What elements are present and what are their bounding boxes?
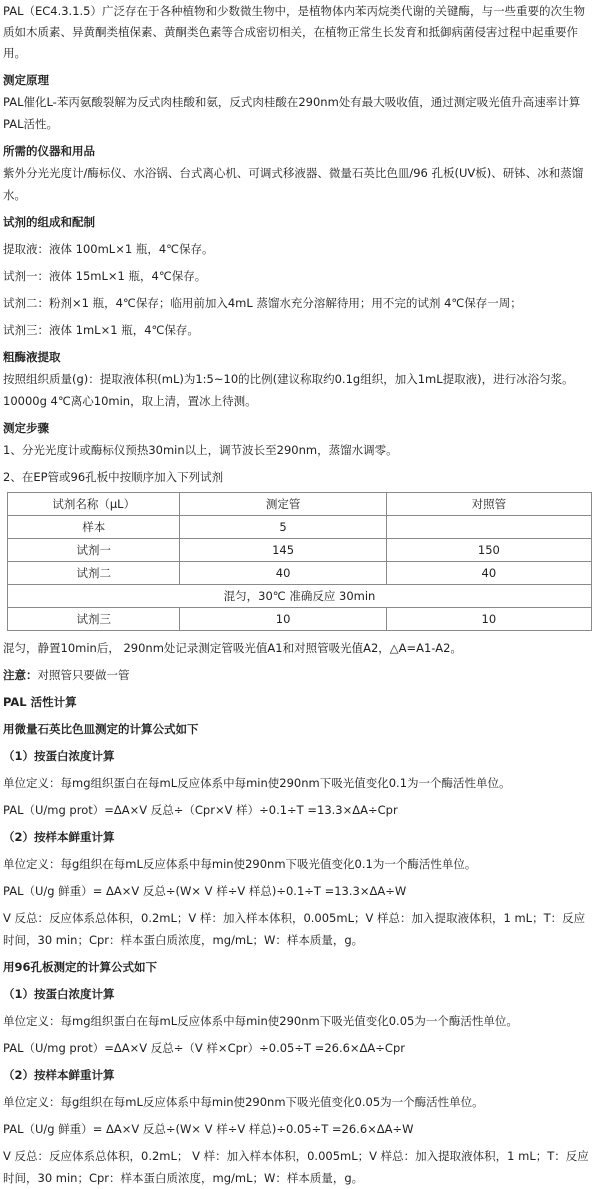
cuvette-vars: V 反总：反应体系总体积，0.2mL；V 样：加入样本体积，0.005mL；V 样总：加入提取液体积，1 mL；T：反应时间，30 min；Cpr：样本蛋白质浓度，mg/mL；W：样本质量，g。 <box>3 911 586 947</box>
cuvette-def1: 单位定义：每mg组织蛋白在每mL反应体系中每min使290nm下吸光值变化0.1为一个酶活性单位。 <box>3 776 511 790</box>
plate-sub1: （1）按蛋白浓度计算 <box>3 987 115 1001</box>
cuvette-def2: 单位定义：每g组织在每mL反应体系中每min使290nm下吸光值变化0.1为一个酶活性单位。 <box>3 857 477 871</box>
table-cell: 10 <box>386 608 591 631</box>
principle-text: PAL催化L-苯丙氨酸裂解为反式肉桂酸和氨，反式肉桂酸在290nm处有最大吸收值，通过测定吸光值升高速率计算PAL活性。 <box>3 95 581 131</box>
table-cell: 150 <box>386 539 591 562</box>
plate-formula2: PAL（U/g 鲜重）= ΔA×V 反总÷(W× V 样÷V 样总)÷0.05÷T =26.6×ΔA÷W <box>3 1122 414 1136</box>
reagent-item: 试剂三：液体 1mL×1 瓶，4℃保存。 <box>3 323 199 337</box>
table-cell: 40 <box>386 562 591 585</box>
table-merged-cell: 混匀，30℃ 准确反应 30min <box>8 585 592 608</box>
table-cell: 样本 <box>8 516 180 539</box>
cuvette-formula2: PAL（U/g 鲜重）= ΔA×V 反总÷(W× V 样÷V 样总)÷0.1÷T =13.3×ΔA÷W <box>3 884 407 898</box>
table-cell: 145 <box>180 539 386 562</box>
instruments-heading: 所需的仪器和用品 <box>3 144 95 158</box>
cuvette-heading: 用微量石英比色皿测定的计算公式如下 <box>3 722 199 736</box>
table-header-row <box>8 493 592 516</box>
table-cell: 10 <box>180 608 386 631</box>
reagent-table <box>7 492 592 631</box>
cuvette-sub1: （1）按蛋白浓度计算 <box>3 749 115 763</box>
note-text: 对照管只要做一管 <box>37 668 130 682</box>
table-cell: 40 <box>180 562 386 585</box>
plate-sub2: （2）按样本鲜重计算 <box>3 1068 115 1082</box>
table-cell: 试剂三 <box>8 608 180 631</box>
note-label: 注意： <box>3 668 38 682</box>
table-cell <box>386 516 591 539</box>
steps-heading: 测定步骤 <box>3 421 49 435</box>
extraction-heading: 粗酶液提取 <box>3 350 61 364</box>
table-row <box>8 539 592 562</box>
table-header-cell: 对照管 <box>386 493 591 516</box>
step-2: 2、在EP管或96孔板中按顺序加入下列试剂 <box>3 470 224 484</box>
table-row <box>8 562 592 585</box>
reagents-heading: 试剂的组成和配制 <box>3 215 95 229</box>
table-cell: 试剂二 <box>8 562 180 585</box>
table-merged-row <box>8 585 592 608</box>
reagent-item: 提取液：液体 100mL×1 瓶，4℃保存。 <box>3 242 214 256</box>
cuvette-sub2: （2）按样本鲜重计算 <box>3 830 115 844</box>
plate-def2: 单位定义：每g组织在每mL反应体系中每min使290nm下吸光值变化0.05为一个酶活性单位。 <box>3 1095 484 1109</box>
plate-def1: 单位定义：每mg组织蛋白在每mL反应体系中每min使290nm下吸光值变化0.05为一个酶活性单位。 <box>3 1014 518 1028</box>
reagent-item: 试剂二：粉剂×1 瓶，4℃保存；临用前加入4mL 蒸馏水充分溶解待用；用不完的试剂 4℃保存一周； <box>3 296 522 310</box>
note-line <box>3 664 596 686</box>
reagent-item: 试剂一：液体 15mL×1 瓶，4℃保存。 <box>3 269 207 283</box>
cuvette-formula1: PAL（U/mg prot）=ΔA×V 反总÷（Cpr×V 样）÷0.1÷T =13.3×ΔA÷Cpr <box>3 803 398 817</box>
table-header-cell: 测定管 <box>180 493 386 516</box>
table-cell: 试剂一 <box>8 539 180 562</box>
table-header-cell: 试剂名称（μL） <box>8 493 180 516</box>
plate-vars: V 反总：反应体系总体积，0.2mL； V 样：加入样本体积，0.005mL；V 样总：加入提取液体积，1 mL；T：反应时间，30 min；Cpr：样本蛋白质浓度，mg/mL；W：样本质量，g。 <box>3 1149 589 1185</box>
table-row <box>8 516 592 539</box>
step-1: 1、分光光度计或酶标仪预热30min以上，调节波长至290nm，蒸馏水调零。 <box>3 443 398 457</box>
principle-heading: 测定原理 <box>3 73 49 87</box>
after-table-text: 混匀，静置10min后， 290nm处记录测定管吸光值A1和对照管吸光值A2，△A=A1-A2。 <box>3 641 462 655</box>
extraction-text: 按照组织质量(g)：提取液体积(mL)为1:5~10的比例(建议称取约0.1g组织，加入1mL提取液)，进行冰浴匀浆。10000g 4℃离心10min，取上清，置冰上待测。 <box>3 372 574 408</box>
plate-heading: 用96孔板测定的计算公式如下 <box>3 960 158 974</box>
table-cell: 5 <box>180 516 386 539</box>
instruments-text: 紫外分光光度计/酶标仪、水浴锅、台式离心机、可调式移液器、微量石英比色皿/96 孔板(UV板)、研钵、冰和蒸馏水。 <box>3 166 584 202</box>
calc-heading: PAL 活性计算 <box>3 695 77 709</box>
intro-paragraph: PAL（EC4.3.1.5）广泛存在于各种植物和少数微生物中，是植物体内苯丙烷类代谢的关键酶，与一些重要的次生物质如木质素、异黄酮类植保素、黄酮类色素等合成密切相关，在植物正常生长发育和抵御病菌侵害过程中起重要作用。 <box>3 4 585 60</box>
table-row <box>8 608 592 631</box>
plate-formula1: PAL（U/mg prot）=ΔA×V 反总÷（V 样×Cpr）÷0.05÷T =26.6×ΔA÷Cpr <box>3 1041 405 1055</box>
